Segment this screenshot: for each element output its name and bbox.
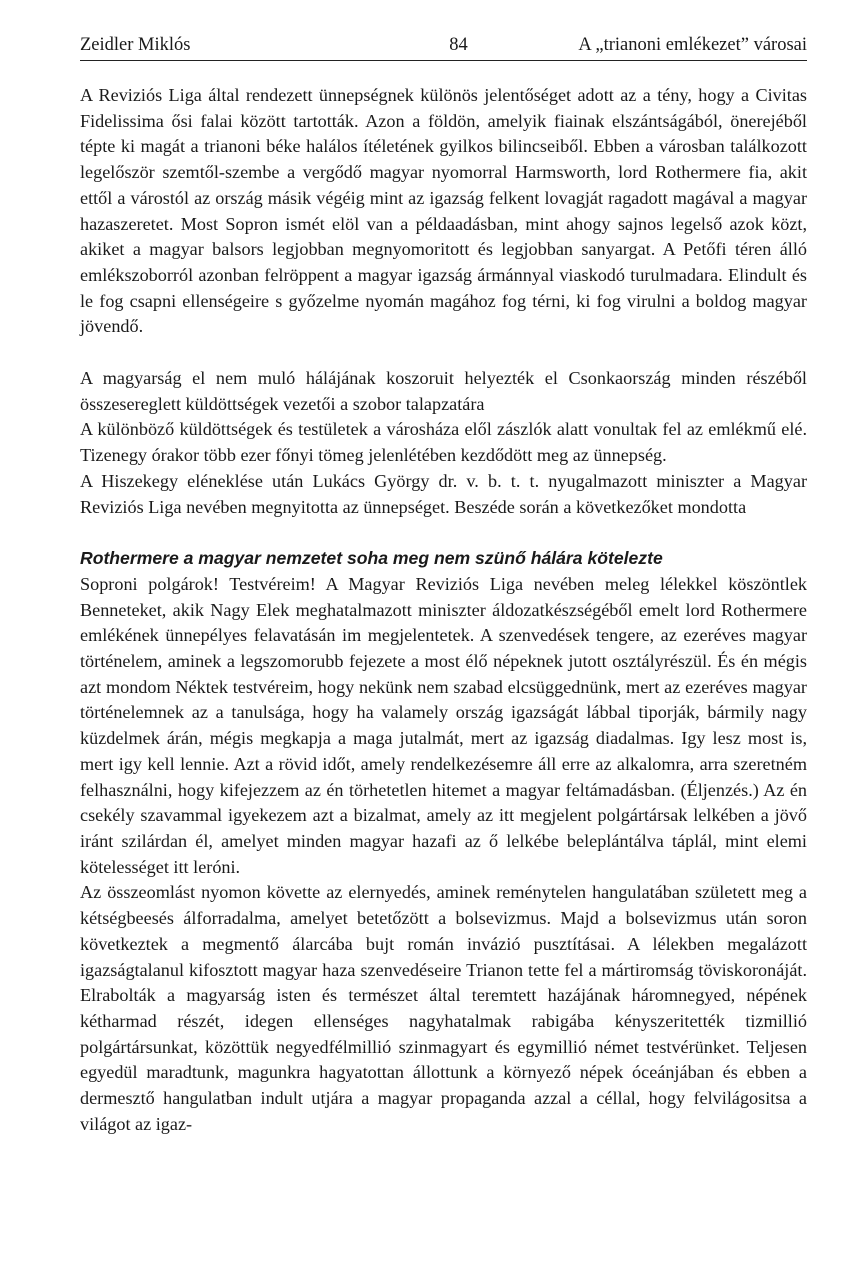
- running-header: [80, 30, 807, 61]
- document-page: [80, 30, 807, 1137]
- paragraph-2: A magyarság el nem muló hálájának koszoruit helyezték el Csonkaország minden részéből összesereglett küldöttségek vezetői a szobor talapzatára: [80, 368, 807, 414]
- section-heading: Rothermere a magyar nemzetet soha meg nem szünő hálára kötelezte: [80, 548, 663, 569]
- header-book-title: A „trianoni emlékezet” városai: [578, 35, 807, 55]
- paragraph-4: A Hiszekegy eléneklése után Lukács György dr. v. b. t. t. nyugalmazott miniszter a Magyar Reviziós Liga nevében megnyitotta az ünnepséget. Beszéde során a következőket mondotta: [80, 470, 807, 517]
- paragraph-1: A Reviziós Liga által rendezett ünnepségnek különös jelentőséget adott az a tény, hogy a Civitas Fidelissima ősi falai között tartották. Azon a földön, amelyik fiainak elszántságából, önerejéből tépte ki magát a trianoni béke halálos ítéletének gyilkos bilincseiből. Ebben a városban találkozott legelőször szemtől-szembe a vergődő magyar nyomorral Harmsworth, lord Rothermere fia, akit ettől a várostól az ország másik végéig mint az igazság felkent lovagját ragadott magával a magyar hazaszeretet. Most Sopron ismét elöl van a példaadásban, mint ahogy sajnos legelső azok közt, akiket a magyar balsors legjobban megnyomoritott és legjobban sanyargat. A Petőfi téren álló emlékszoborról azonban felröppent a magyar igazság ármánnyal viaskodó turulmadara. Elindult és le fog csapni ellenségeire s győzelme nyomán magához fog térni, ki fog virulni a boldog magyar jövendő.: [80, 85, 807, 337]
- page-body: [80, 83, 807, 1137]
- header-author: Zeidler Miklós: [80, 35, 191, 55]
- page-number: 84: [449, 35, 468, 55]
- paragraph-3: A különböző küldöttségek és testületek a városháza elől zászlók alatt vonultak fel az emlékmű elé. Tizenegy órakor több ezer főnyi tömeg jelenlétében kezdődött meg az ünnepség.: [80, 419, 807, 466]
- paragraph-6: Az összeomlást nyomon követte az elernyedés, aminek reménytelen hangulatában született meg a kétségbeesés álforradalma, amelyet betetőzött a bolsevizmus. Majd a bolsevizmus után soron következtek a megmentő álarcába bujt román invázió pusztításai. A lélekben megalázott igazságtalanul kifosztott magyar haza szenvedéseire Trianon tette fel a mártiromság töviskoronáját. Elrabolták a magyarság isten és természet által teremtett hazájának háromnegyed, népének kétharmad részét, idegen ellenséges nagyhatalmak rabigába kényszeritették tizmillió polgártársunkat, közöttük negyedfélmillió szinmagyart és egymillió német testvérünket. Teljesen egyedül maradtunk, magunkra hagyatottan állottunk a környező népek óceánjában és ebben a dermesztő hangulatban indult utjára a magyar propaganda azzal a céllal, hogy felvilágositsa a világot az igaz-: [80, 882, 807, 1134]
- paragraph-5: Soproni polgárok! Testvéreim! A Magyar Reviziós Liga nevében meleg lélekkel köszöntlek Benneteket, akik Nagy Elek meghatalmazott miniszter áldozatkészségéből emelt lord Rothermere emlékének ünnepélyes felavatásán im megjelentetek. A szenvedések tengere, az ezeréves magyar történelem, aminek a legszomorubb fejezete a most élő népeknek jutott osztályrészül. És én mégis azt mondom Néktek testvéreim, hogy nekünk nem szabad elcsüggednünk, mert az ezeréves magyar történelemnek az a tanulsága, hogy ha valamely ország igazságát lábbal tiporják, bármily nagy küzdelmek árán, mégis megkapja a maga jutalmát, mert az igazság diadalmas. Igy lesz most is, mert igy kell lennie. Azt a rövid időt, amely rendelkezésemre áll erre az alkalomra, arra szeretném felhasználni, hogy kifejezzem az én törhetetlen hitemet a magyar feltámadásban. (Éljenzés.) Az én csekély szavammal igyekezem azt a bizalmat, amely az itt megjelent polgártársak lelkében a jövő iránt szilárdan él, amelyet minden magyar hazafi az ő lelkébe beleplántálva táplál, mint elemi kötelességet itt leróni.: [80, 573, 807, 877]
